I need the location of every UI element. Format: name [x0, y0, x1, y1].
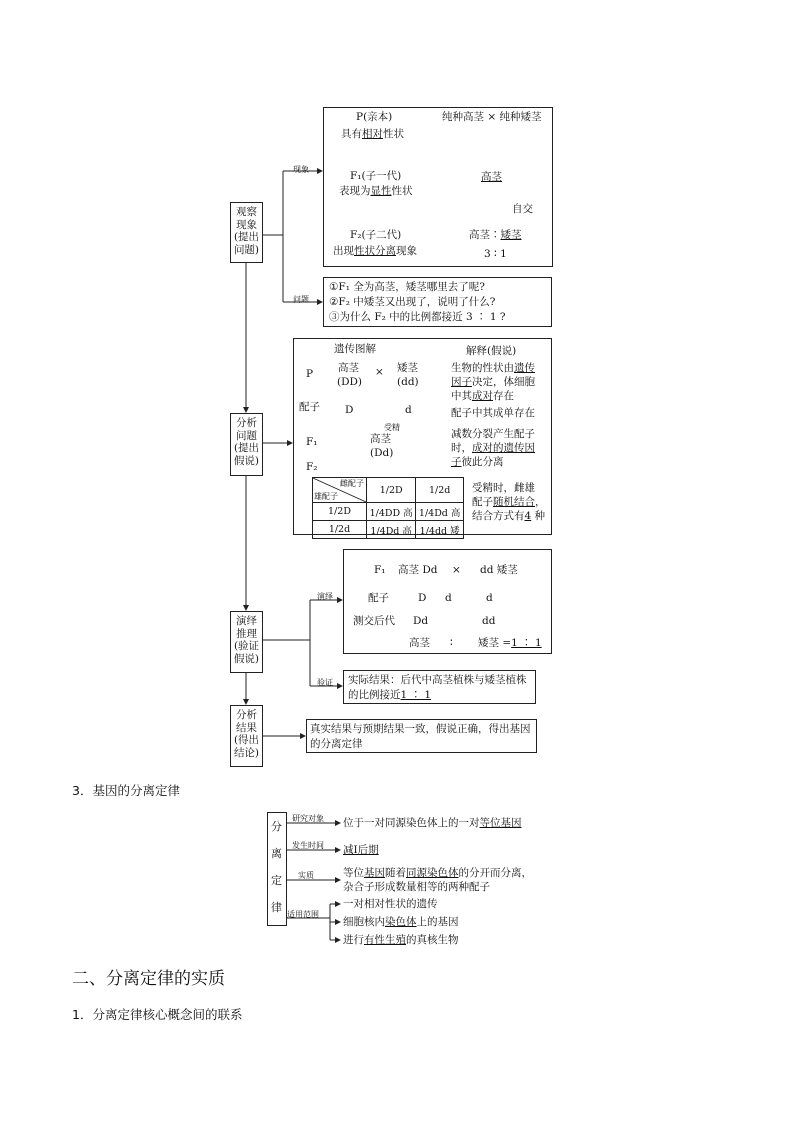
gamete-D: D: [345, 404, 354, 416]
tc-dd-dwarf: dd 矮茎: [480, 564, 518, 576]
law-scope-3: 进行有性生殖的真核生物: [343, 934, 459, 946]
actual-result: 实际结果：后代中高茎植株与矮茎植株 的比例接近1 ∶ 1: [348, 674, 527, 701]
f1-genotype: (Dd): [370, 447, 394, 459]
f1-tall-label: 高茎: [370, 433, 391, 445]
tc-result: 矮茎 =1 ∶ 1: [478, 637, 542, 649]
question-1: ①F₁ 全为高茎，矮茎哪里去了呢?: [329, 281, 485, 293]
law-scope-2: 细胞核内染色体上的基因: [343, 916, 459, 928]
f1-tall: 高茎: [481, 171, 502, 183]
tc-dd: dd: [482, 615, 496, 627]
tc-offspring: 测交后代: [353, 615, 395, 627]
law-item-3: 等位基因随着同源染色体的分开而分离， 杂合子形成数量相等的两种配子: [343, 867, 532, 893]
step-conclude: 分析 结果 (得出 结论): [230, 705, 263, 767]
punnett-cell: 1/4DD 高: [367, 503, 416, 521]
fertilization-label: 受精: [384, 423, 400, 432]
f2-ratio: 3 ∶ 1: [484, 248, 507, 260]
tc-gamete-d2: d: [486, 592, 493, 604]
punnett-square: [312, 477, 464, 539]
row-p: P: [306, 368, 314, 380]
f2-label: F₂(子二代): [350, 229, 402, 241]
tc-tall-dd: 高茎 Dd: [398, 564, 438, 576]
tc-f1: F₁: [374, 564, 386, 576]
tc-colon: ∶: [450, 637, 453, 649]
p-tall-genotype: (DD): [337, 376, 363, 388]
p-dwarf: 矮茎: [397, 362, 418, 374]
law-key-3: 实质: [298, 871, 314, 880]
law-key-2: 发生时间: [292, 841, 324, 850]
tc-gamete-D: D: [418, 592, 427, 604]
law-item-1: 位于一对同源染色体上的一对等位基因: [343, 817, 522, 829]
conclusion-text: 真实结果与预期结果一致，假说正确，得出基因 的分离定律: [310, 723, 531, 750]
label-question: 问题: [293, 295, 309, 304]
parent-desc: 具有相对性状: [341, 128, 404, 140]
law-scope-1: 一对相对性状的遗传: [343, 898, 438, 910]
law-char-2: 离: [271, 847, 282, 860]
f1-label: F₁(子一代): [350, 170, 402, 182]
f2-desc: 出现性状分离现象: [333, 245, 417, 257]
punnett-col-2: 1/2d: [416, 478, 464, 503]
f2-ratio-label: 高茎∶矮茎: [469, 229, 522, 241]
punnett-cell: 1/4Dd 高: [367, 521, 416, 539]
explain-3: 减数分裂产生配子 时，成对的遗传因 子彼此分离: [451, 428, 535, 468]
explain-4: 受精时，雌雄 配子随机结合， 结合方式有4 种: [472, 482, 546, 522]
law-key-4: 适用范围: [287, 910, 319, 919]
tc-gamete: 配子: [368, 592, 389, 604]
step-deduce: 演绎 推理 (验证 假说): [230, 611, 263, 673]
explain-title: 解释(假说): [466, 345, 517, 357]
tc-gamete-d: d: [445, 592, 452, 604]
law-char-1: 分: [271, 820, 282, 833]
diagram-title: 遗传图解: [334, 343, 376, 355]
label-verify: 验证: [317, 678, 333, 687]
f1-desc: 表现为显性性状: [339, 185, 413, 197]
step-observe: 观察 现象 (提出 问题): [230, 202, 263, 263]
label-phenomenon: 现象: [293, 165, 309, 174]
step-analyze: 分析 问题 (提出 假说): [230, 413, 263, 476]
law-key-1: 研究对象: [292, 814, 324, 823]
tc-Dd: Dd: [413, 615, 429, 627]
parent-label: P(亲本): [356, 111, 393, 123]
punnett-row-1: 1/2D: [313, 503, 367, 521]
p-tall: 高茎: [338, 362, 359, 374]
label-deduction: 演绎: [317, 592, 333, 601]
punnett-col-1: 1/2D: [367, 478, 416, 503]
punnett-cell: 1/4Dd 高: [416, 503, 464, 521]
punnett-cell: 1/4dd 矮: [416, 521, 464, 539]
row-f1: F₁: [306, 436, 318, 448]
question-3: ③为什么 F₂ 中的比例都接近 3 ∶ 1 ?: [329, 311, 506, 323]
law-item-2: 减Ⅰ后期: [343, 844, 379, 856]
row-f2: F₂: [306, 461, 318, 473]
explain-2: 配子中其成单存在: [451, 407, 535, 419]
row-gamete: 配子: [299, 401, 320, 413]
selfing-label: 自交: [512, 203, 533, 215]
law-char-3: 定: [271, 874, 282, 887]
question-2: ②F₂ 中矮茎又出现了，说明了什么?: [329, 296, 496, 308]
law-char-4: 律: [271, 901, 282, 914]
punnett-row-2: 1/2d: [313, 521, 367, 539]
punnett-header: 雌配子 雄配子: [313, 478, 367, 503]
gamete-d: d: [405, 404, 412, 416]
p-dwarf-genotype: (dd): [397, 376, 419, 388]
section-3-heading: 3．基因的分离定律: [72, 783, 180, 798]
heading-2: 二、分离定律的实质: [72, 969, 225, 989]
tc-cross: ×: [452, 564, 461, 576]
tc-tall: 高茎: [409, 637, 430, 649]
p-cross: ×: [375, 366, 384, 378]
subheading-1: 1．分离定律核心概念间的联系: [72, 1007, 243, 1022]
explain-1: 生物的性状由遗传 因子决定，体细胞 中其成对存在: [451, 362, 535, 402]
parent-cross: 纯种高茎 × 纯种矮茎: [442, 111, 542, 123]
